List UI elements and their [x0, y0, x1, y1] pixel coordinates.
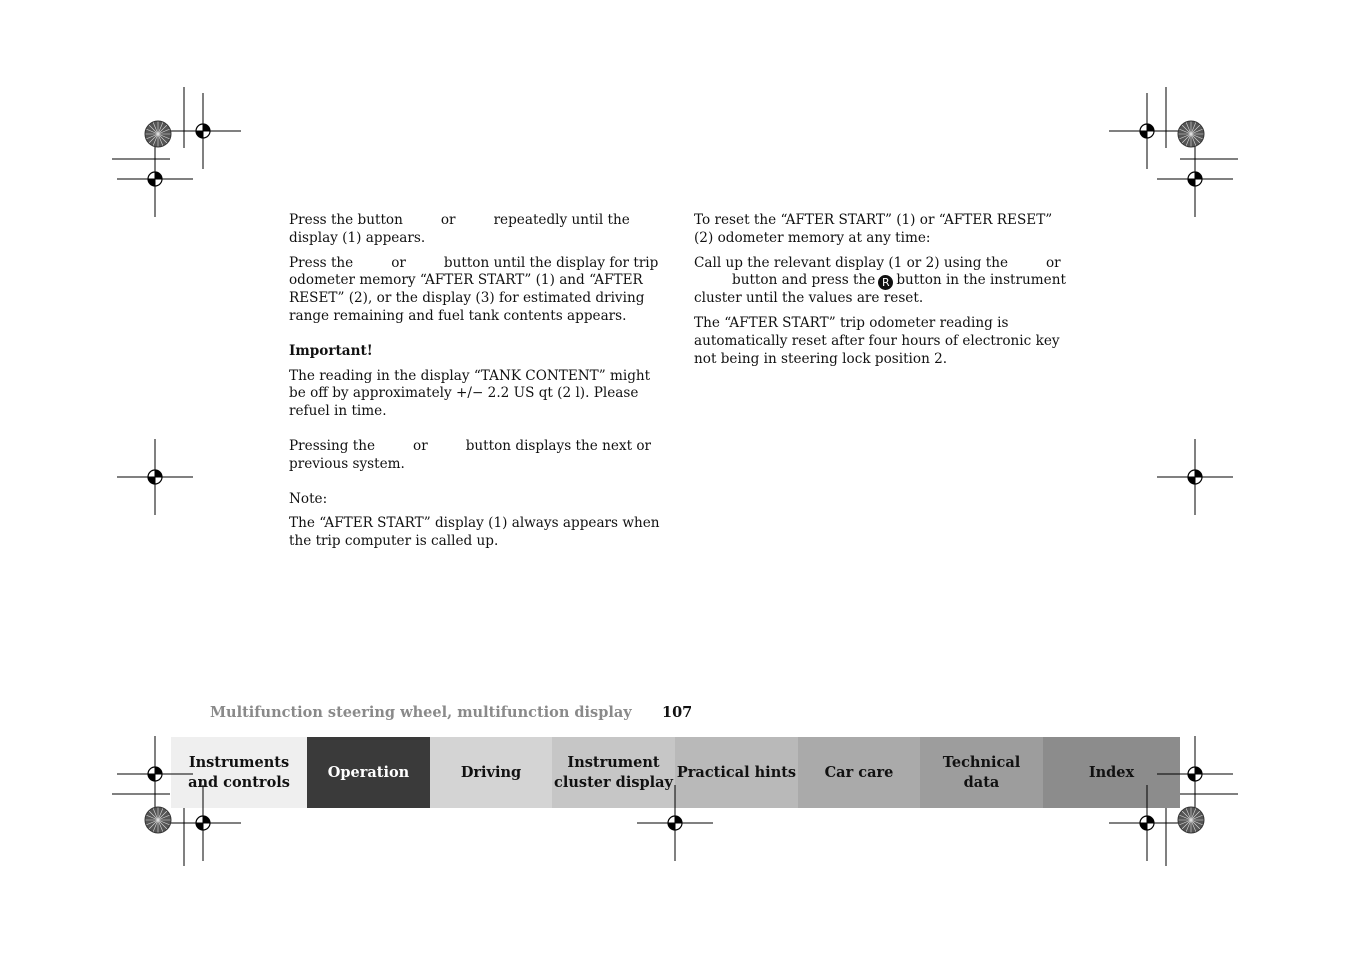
- crop-mark-bottom-left: [112, 736, 241, 866]
- important-heading: Important!: [289, 342, 373, 359]
- tab-instruments-and-controls[interactable]: Instruments and controls: [171, 737, 307, 808]
- paragraph-auto-reset: The “AFTER START” trip odometer reading is automatically reset after four hours of electronic key not being in steering lock position 2.: [694, 315, 1060, 367]
- crop-mark-bottom-right: [1109, 736, 1238, 866]
- important-text: The reading in the display “TANK CONTENT” might be off by approximately +/− 2.2 US qt (2 l). Please refuel in time.: [289, 367, 651, 420]
- page-number: 107: [662, 704, 693, 721]
- crop-mark-top-left: [112, 87, 241, 217]
- tab-practical-hints[interactable]: Practical hints: [675, 737, 798, 808]
- tab-driving[interactable]: Driving: [430, 737, 552, 808]
- crop-mark-bottom-center: [637, 785, 713, 861]
- tab-car-care[interactable]: Car care: [798, 737, 920, 808]
- note-text: The “AFTER START” display (1) always appears when the trip computer is called up.: [289, 515, 660, 550]
- crop-mark-middle-left: [117, 439, 193, 515]
- tab-technical-data[interactable]: Technical data: [920, 737, 1043, 808]
- reset-button-icon: R: [878, 275, 893, 290]
- crop-mark-middle-right: [1157, 439, 1233, 515]
- paragraph-pressing-button: Pressing the or button displays the next or previous system.: [289, 437, 652, 472]
- section-title: Multifunction steering wheel, multifunction display: [210, 704, 632, 721]
- paragraph-press-button: Press the button or repeatedly until the display (1) appears.: [289, 212, 630, 246]
- paragraph-press-until-display: Press the or button until the display for trip odometer memory “AFTER START” (1) and “AFTER RESET” (2), or the display (3) for estimated driving range remaining and fuel tank contents appears.: [289, 254, 659, 324]
- paragraph-reset-intro: To reset the “AFTER START” (1) or “AFTER RESET” (2) odometer memory at any time:: [694, 212, 1053, 246]
- tab-instrument-cluster-display[interactable]: Instrument cluster display: [552, 737, 675, 808]
- paragraph-reset-steps: Call up the relevant display (1 or 2) using the orbutton and press the R button in the instrument cluster until the values are reset.: [694, 254, 1066, 307]
- tab-index[interactable]: Index: [1043, 737, 1180, 808]
- tab-operation[interactable]: Operation: [307, 737, 430, 808]
- crop-mark-top-right: [1109, 87, 1238, 217]
- note-heading: Note:: [289, 490, 328, 507]
